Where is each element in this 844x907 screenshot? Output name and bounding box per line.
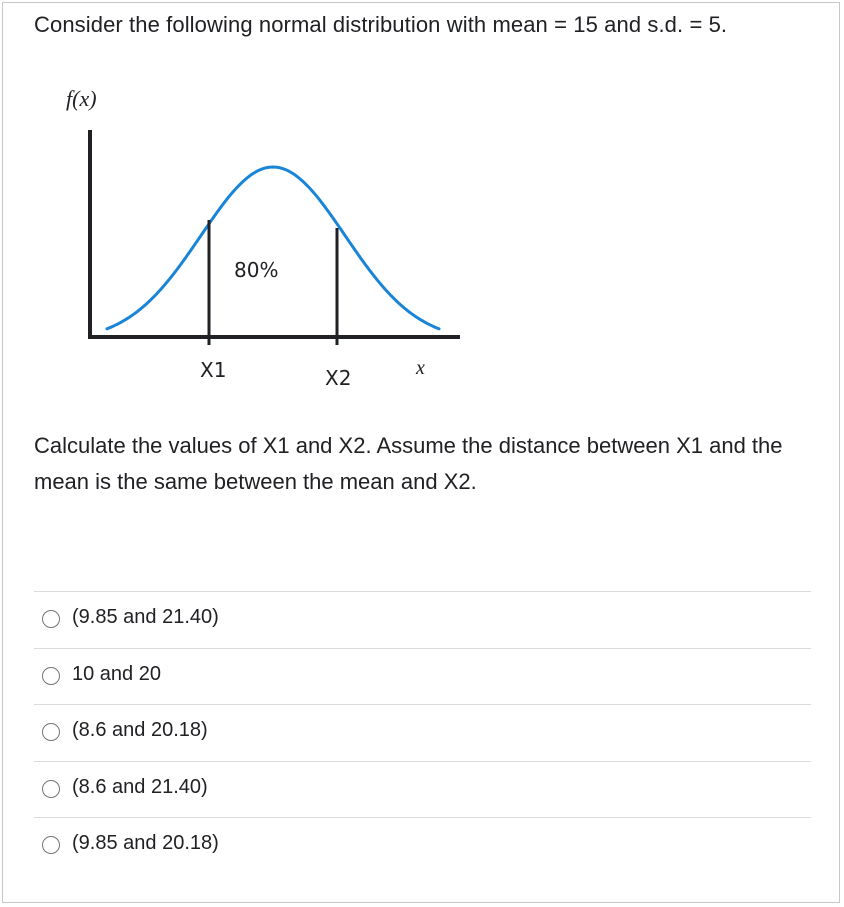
answer-option-label: (9.85 and 21.40) — [72, 606, 219, 628]
radio-button[interactable] — [42, 836, 60, 854]
answer-options — [34, 591, 811, 874]
area-label: 80% — [234, 258, 279, 282]
answer-option-label: 10 and 20 — [72, 662, 161, 685]
marker-label-x1: X1 — [200, 358, 227, 382]
radio-button[interactable] — [42, 667, 60, 685]
radio-button[interactable] — [42, 723, 60, 741]
question-title: Consider the following normal distribution with mean = 15 and s.d. = 5. — [34, 12, 728, 37]
answer-option-label: (9.85 and 20.18) — [72, 832, 219, 854]
normal-distribution-figure — [52, 80, 472, 400]
answer-option[interactable] — [34, 761, 811, 818]
x-axis-label: x — [416, 357, 425, 379]
answer-option-label: (8.6 and 21.40) — [72, 775, 208, 798]
answer-option[interactable] — [34, 648, 811, 705]
question-body: Calculate the values of X1 and X2. Assume the distance between X1 and the mean is the same between the mean and X2. — [34, 433, 783, 494]
answer-option[interactable] — [34, 704, 811, 761]
marker-label-x2: X2 — [325, 366, 352, 390]
answer-option-label: (8.6 and 20.18) — [72, 719, 208, 741]
radio-button[interactable] — [42, 610, 60, 628]
bell-curve — [107, 167, 439, 329]
radio-button[interactable] — [42, 780, 60, 798]
answer-option[interactable] — [34, 817, 811, 874]
y-axis-label: f(x) — [66, 86, 97, 111]
answer-option[interactable] — [34, 591, 811, 648]
